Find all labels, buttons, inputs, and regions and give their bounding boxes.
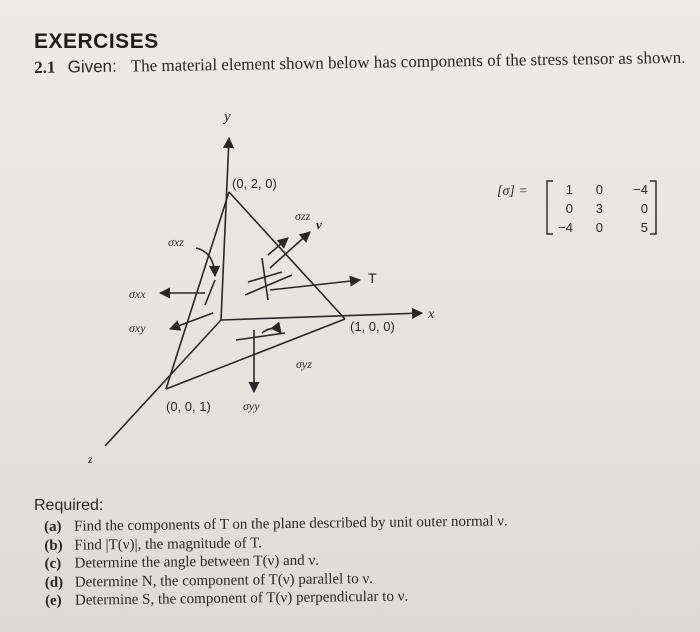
part-text: Determine N, the component of T(ν) parallel to ν. xyxy=(74,570,374,591)
tensor-cell: −4 xyxy=(633,182,648,197)
tensor-cell: 0 xyxy=(640,201,648,216)
tensor-cell: 3 xyxy=(595,201,603,216)
given-label: Given: xyxy=(67,56,117,77)
required-parts-list xyxy=(44,510,665,610)
tetra-edge-y-z xyxy=(166,192,229,389)
part-text: Determine S, the component of T(ν) perpendicular to ν. xyxy=(74,588,409,609)
sigma-yz-label: σyz xyxy=(296,357,312,371)
sigma-zz-label: σzz xyxy=(295,209,311,223)
y-axis-label: y xyxy=(224,109,231,125)
z-axis-line xyxy=(105,320,221,446)
sigma-xy-arrow xyxy=(170,313,213,329)
sigma-xy-label: σxy xyxy=(129,321,146,335)
sigma-yz-arrow xyxy=(262,329,281,334)
part-text: Determine the angle between T(ν) and ν. xyxy=(74,552,320,572)
tensor-cell: 5 xyxy=(640,220,648,235)
sigma-xz-arrow xyxy=(196,248,215,276)
tetra-edge-z-x xyxy=(166,319,345,389)
part-text: Find |T(ν)|, the magnitude of T. xyxy=(74,534,263,554)
problem-number: 2.1 xyxy=(34,57,56,77)
part-letter: (c) xyxy=(44,555,62,572)
required-label: Required: xyxy=(34,497,104,514)
normal-arrow xyxy=(270,232,310,268)
tensor-cell: 0 xyxy=(595,220,603,235)
part-text: Find the components of T on the plane described by unit outer normal ν. xyxy=(74,513,508,535)
tensor-label: [σ] = xyxy=(497,184,528,199)
traction-arrow xyxy=(270,280,360,290)
stress-tensor-matrix xyxy=(497,181,656,235)
point-label-y: (0, 2, 0) xyxy=(232,176,277,191)
normal-label: ν xyxy=(316,217,322,232)
z-axis-label: z xyxy=(88,452,93,466)
sigma-xz-label: σxz xyxy=(168,235,184,249)
y-axis-line xyxy=(221,138,229,320)
sigma-yy-label: σyy xyxy=(243,399,260,413)
tensor-cell: 0 xyxy=(595,182,603,197)
part-letter: (a) xyxy=(44,518,62,535)
traction-label: T xyxy=(368,270,377,286)
point-label-x: (1, 0, 0) xyxy=(350,319,395,334)
part-letter: (b) xyxy=(44,537,63,554)
tetra-edge-y-x xyxy=(229,192,345,319)
tensor-cell: 0 xyxy=(565,201,573,216)
section-heading: EXERCISES xyxy=(34,30,159,53)
tensor-cell: 1 xyxy=(565,182,573,197)
tensor-cell: −4 xyxy=(558,220,573,235)
point-label-z: (0, 0, 1) xyxy=(166,399,211,414)
part-letter: (d) xyxy=(44,574,64,591)
part-letter: (e) xyxy=(44,592,62,609)
x-axis-label: x xyxy=(428,307,435,322)
sigma-xx-label: σxx xyxy=(129,287,146,301)
problem-text: The material element shown below has components of the stress tensor as shown. xyxy=(130,47,686,76)
